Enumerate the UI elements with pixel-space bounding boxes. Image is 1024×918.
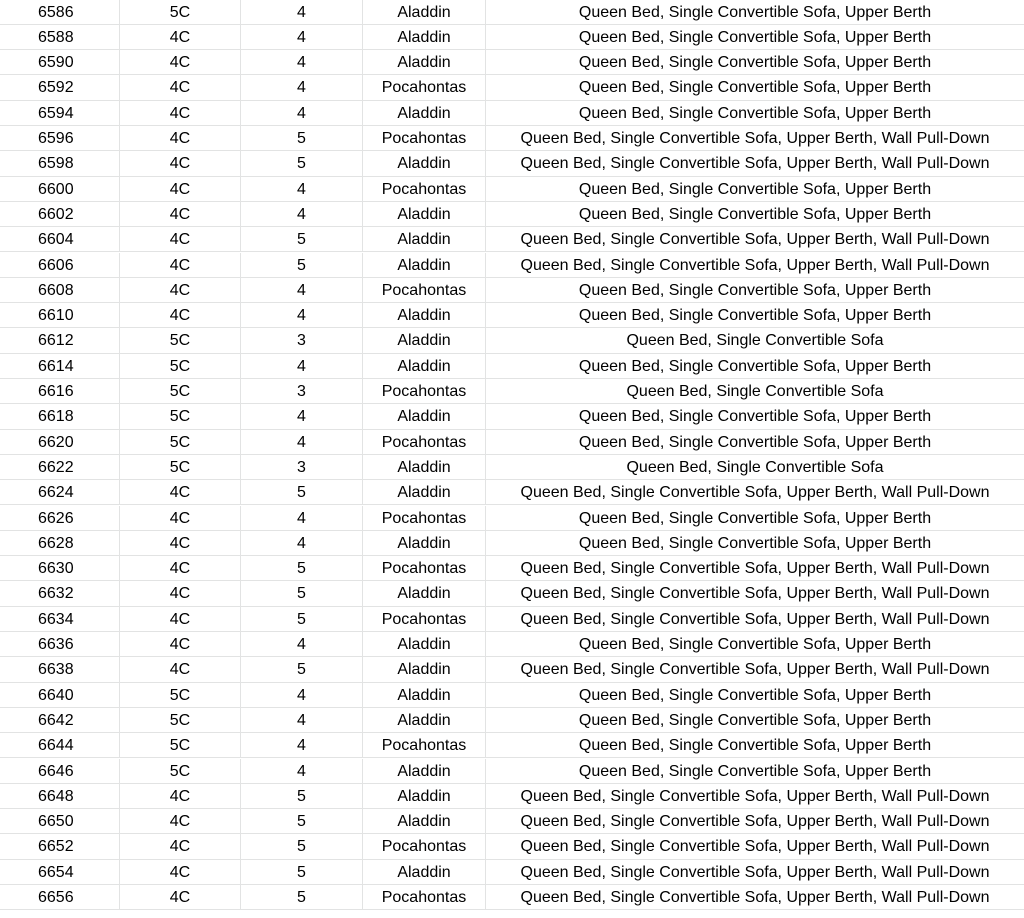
- cell-theme[interactable]: Aladdin: [363, 303, 486, 328]
- cell-room-number[interactable]: 6626: [0, 506, 120, 531]
- cell-room-number[interactable]: 6646: [0, 759, 120, 784]
- cell-theme[interactable]: Aladdin: [363, 480, 486, 505]
- cell-room-number[interactable]: 6650: [0, 809, 120, 834]
- cell-room-number[interactable]: 6586: [0, 0, 120, 25]
- cell-occupancy[interactable]: 5: [241, 227, 363, 252]
- cell-theme[interactable]: Aladdin: [363, 354, 486, 379]
- table-row: [0, 0, 1024, 25]
- cell-occupancy[interactable]: 5: [241, 885, 363, 910]
- cell-category[interactable]: 4C: [120, 860, 241, 885]
- cell-occupancy[interactable]: 4: [241, 354, 363, 379]
- cell-room-number[interactable]: 6612: [0, 328, 120, 353]
- cell-category[interactable]: 5C: [120, 328, 241, 353]
- cell-category[interactable]: 4C: [120, 50, 241, 75]
- cell-occupancy[interactable]: 4: [241, 733, 363, 758]
- cell-occupancy[interactable]: 4: [241, 177, 363, 202]
- table-row: [0, 657, 1024, 682]
- cell-category[interactable]: 4C: [120, 834, 241, 859]
- cell-beds[interactable]: Queen Bed, Single Convertible Sofa, Upper Berth: [486, 202, 1024, 227]
- table-row: [0, 885, 1024, 910]
- cell-occupancy[interactable]: 5: [241, 809, 363, 834]
- table-row: [0, 253, 1024, 278]
- cell-occupancy[interactable]: 4: [241, 101, 363, 126]
- table-row: [0, 455, 1024, 480]
- table-row: [0, 784, 1024, 809]
- cell-room-number[interactable]: 6614: [0, 354, 120, 379]
- table-row: [0, 506, 1024, 531]
- cell-theme[interactable]: Pocahontas: [363, 834, 486, 859]
- cell-beds[interactable]: Queen Bed, Single Convertible Sofa, Upper Berth: [486, 733, 1024, 758]
- cell-beds[interactable]: Queen Bed, Single Convertible Sofa, Upper Berth: [486, 278, 1024, 303]
- cell-theme[interactable]: Aladdin: [363, 784, 486, 809]
- cell-room-number[interactable]: 6652: [0, 834, 120, 859]
- cell-theme[interactable]: Pocahontas: [363, 733, 486, 758]
- cell-theme[interactable]: Aladdin: [363, 632, 486, 657]
- cell-theme[interactable]: Aladdin: [363, 151, 486, 176]
- cell-room-number[interactable]: 6608: [0, 278, 120, 303]
- cell-beds[interactable]: Queen Bed, Single Convertible Sofa, Upper Berth: [486, 708, 1024, 733]
- table-row: [0, 50, 1024, 75]
- cell-category[interactable]: 4C: [120, 227, 241, 252]
- table-row: [0, 834, 1024, 859]
- cell-beds[interactable]: Queen Bed, Single Convertible Sofa, Upper Berth, Wall Pull-Down: [486, 885, 1024, 910]
- cell-category[interactable]: 5C: [120, 759, 241, 784]
- cell-category[interactable]: 4C: [120, 101, 241, 126]
- table-row: [0, 531, 1024, 556]
- table-row: [0, 278, 1024, 303]
- cell-occupancy[interactable]: 5: [241, 480, 363, 505]
- cell-room-number[interactable]: 6622: [0, 455, 120, 480]
- cell-theme[interactable]: Pocahontas: [363, 430, 486, 455]
- cell-occupancy[interactable]: 5: [241, 860, 363, 885]
- cell-beds[interactable]: Queen Bed, Single Convertible Sofa: [486, 328, 1024, 353]
- cell-theme[interactable]: Aladdin: [363, 50, 486, 75]
- cell-category[interactable]: 4C: [120, 25, 241, 50]
- cell-occupancy[interactable]: 4: [241, 430, 363, 455]
- cell-category[interactable]: 4C: [120, 885, 241, 910]
- cell-beds[interactable]: Queen Bed, Single Convertible Sofa, Upper Berth: [486, 683, 1024, 708]
- cell-theme[interactable]: Pocahontas: [363, 506, 486, 531]
- cell-beds[interactable]: Queen Bed, Single Convertible Sofa, Upper Berth, Wall Pull-Down: [486, 253, 1024, 278]
- table-row: [0, 404, 1024, 429]
- cell-beds[interactable]: Queen Bed, Single Convertible Sofa, Upper Berth, Wall Pull-Down: [486, 227, 1024, 252]
- cell-room-number[interactable]: 6634: [0, 607, 120, 632]
- cell-theme[interactable]: Aladdin: [363, 455, 486, 480]
- cell-category[interactable]: 5C: [120, 430, 241, 455]
- cell-room-number[interactable]: 6618: [0, 404, 120, 429]
- cell-theme[interactable]: Aladdin: [363, 581, 486, 606]
- cell-category[interactable]: 4C: [120, 506, 241, 531]
- cell-room-number[interactable]: 6620: [0, 430, 120, 455]
- cell-theme[interactable]: Aladdin: [363, 809, 486, 834]
- cell-beds[interactable]: Queen Bed, Single Convertible Sofa, Upper Berth: [486, 25, 1024, 50]
- cell-room-number[interactable]: 6600: [0, 177, 120, 202]
- cell-beds[interactable]: Queen Bed, Single Convertible Sofa, Upper Berth: [486, 101, 1024, 126]
- table-row: [0, 75, 1024, 100]
- cell-beds[interactable]: Queen Bed, Single Convertible Sofa, Upper Berth: [486, 531, 1024, 556]
- cell-category[interactable]: 4C: [120, 556, 241, 581]
- cell-beds[interactable]: Queen Bed, Single Convertible Sofa, Upper Berth: [486, 632, 1024, 657]
- cell-occupancy[interactable]: 4: [241, 50, 363, 75]
- cell-category[interactable]: 5C: [120, 455, 241, 480]
- cell-category[interactable]: 4C: [120, 303, 241, 328]
- cell-room-number[interactable]: 6654: [0, 860, 120, 885]
- table-row: [0, 379, 1024, 404]
- table-row: [0, 25, 1024, 50]
- cell-theme[interactable]: Pocahontas: [363, 126, 486, 151]
- cell-occupancy[interactable]: 4: [241, 404, 363, 429]
- cell-beds[interactable]: Queen Bed, Single Convertible Sofa, Upper Berth: [486, 177, 1024, 202]
- cell-category[interactable]: 4C: [120, 531, 241, 556]
- table-row: [0, 303, 1024, 328]
- cell-theme[interactable]: Aladdin: [363, 531, 486, 556]
- cell-beds[interactable]: Queen Bed, Single Convertible Sofa, Upper Berth, Wall Pull-Down: [486, 581, 1024, 606]
- cell-room-number[interactable]: 6594: [0, 101, 120, 126]
- cell-beds[interactable]: Queen Bed, Single Convertible Sofa, Upper Berth: [486, 0, 1024, 25]
- cell-category[interactable]: 5C: [120, 0, 241, 25]
- cell-theme[interactable]: Aladdin: [363, 25, 486, 50]
- cell-theme[interactable]: Pocahontas: [363, 177, 486, 202]
- cell-theme[interactable]: Pocahontas: [363, 556, 486, 581]
- cell-beds[interactable]: Queen Bed, Single Convertible Sofa, Upper Berth: [486, 303, 1024, 328]
- table-row: [0, 202, 1024, 227]
- cell-category[interactable]: 5C: [120, 733, 241, 758]
- table-row: [0, 809, 1024, 834]
- cell-room-number[interactable]: 6610: [0, 303, 120, 328]
- table-row: [0, 328, 1024, 353]
- cell-occupancy[interactable]: 4: [241, 759, 363, 784]
- cell-room-number[interactable]: 6604: [0, 227, 120, 252]
- cell-beds[interactable]: Queen Bed, Single Convertible Sofa, Upper Berth, Wall Pull-Down: [486, 126, 1024, 151]
- cell-beds[interactable]: Queen Bed, Single Convertible Sofa, Upper Berth: [486, 75, 1024, 100]
- table-row: [0, 354, 1024, 379]
- cell-occupancy[interactable]: 4: [241, 708, 363, 733]
- cell-theme[interactable]: Aladdin: [363, 404, 486, 429]
- table-row: [0, 430, 1024, 455]
- cell-beds[interactable]: Queen Bed, Single Convertible Sofa, Upper Berth, Wall Pull-Down: [486, 784, 1024, 809]
- cell-theme[interactable]: Aladdin: [363, 860, 486, 885]
- cell-occupancy[interactable]: 4: [241, 632, 363, 657]
- cell-theme[interactable]: Aladdin: [363, 0, 486, 25]
- cell-category[interactable]: 4C: [120, 278, 241, 303]
- table-row: [0, 759, 1024, 784]
- table-row: [0, 708, 1024, 733]
- cell-theme[interactable]: Pocahontas: [363, 75, 486, 100]
- cell-occupancy[interactable]: 5: [241, 556, 363, 581]
- cell-occupancy[interactable]: 4: [241, 531, 363, 556]
- cell-category[interactable]: 5C: [120, 379, 241, 404]
- cell-beds[interactable]: Queen Bed, Single Convertible Sofa, Upper Berth, Wall Pull-Down: [486, 657, 1024, 682]
- cell-category[interactable]: 4C: [120, 480, 241, 505]
- cell-beds[interactable]: Queen Bed, Single Convertible Sofa, Upper Berth: [486, 354, 1024, 379]
- cell-beds[interactable]: Queen Bed, Single Convertible Sofa, Upper Berth: [486, 506, 1024, 531]
- cell-beds[interactable]: Queen Bed, Single Convertible Sofa, Upper Berth: [486, 430, 1024, 455]
- cell-theme[interactable]: Aladdin: [363, 683, 486, 708]
- cell-theme[interactable]: Aladdin: [363, 328, 486, 353]
- cell-theme[interactable]: Aladdin: [363, 202, 486, 227]
- cell-theme[interactable]: Pocahontas: [363, 379, 486, 404]
- cell-theme[interactable]: Aladdin: [363, 101, 486, 126]
- cell-occupancy[interactable]: 5: [241, 607, 363, 632]
- cell-beds[interactable]: Queen Bed, Single Convertible Sofa, Upper Berth, Wall Pull-Down: [486, 556, 1024, 581]
- cell-category[interactable]: 4C: [120, 607, 241, 632]
- cell-room-number[interactable]: 6640: [0, 683, 120, 708]
- cell-occupancy[interactable]: 5: [241, 151, 363, 176]
- cell-room-number[interactable]: 6656: [0, 885, 120, 910]
- table-row: [0, 683, 1024, 708]
- cell-occupancy[interactable]: 3: [241, 328, 363, 353]
- cell-occupancy[interactable]: 4: [241, 75, 363, 100]
- cell-category[interactable]: 4C: [120, 253, 241, 278]
- cell-category[interactable]: 4C: [120, 151, 241, 176]
- cell-category[interactable]: 4C: [120, 75, 241, 100]
- cell-category[interactable]: 5C: [120, 683, 241, 708]
- cell-occupancy[interactable]: 5: [241, 253, 363, 278]
- cell-room-number[interactable]: 6592: [0, 75, 120, 100]
- cell-category[interactable]: 4C: [120, 126, 241, 151]
- table-row: [0, 733, 1024, 758]
- table-row: [0, 126, 1024, 151]
- table-row: [0, 480, 1024, 505]
- cell-beds[interactable]: Queen Bed, Single Convertible Sofa, Upper Berth, Wall Pull-Down: [486, 151, 1024, 176]
- cell-room-number[interactable]: 6632: [0, 581, 120, 606]
- cell-room-number[interactable]: 6616: [0, 379, 120, 404]
- cell-beds[interactable]: Queen Bed, Single Convertible Sofa, Upper Berth, Wall Pull-Down: [486, 860, 1024, 885]
- table-row: [0, 860, 1024, 885]
- cell-theme[interactable]: Aladdin: [363, 253, 486, 278]
- cell-room-number[interactable]: 6642: [0, 708, 120, 733]
- cell-occupancy[interactable]: 5: [241, 784, 363, 809]
- table-row: [0, 632, 1024, 657]
- table-row: [0, 556, 1024, 581]
- cell-room-number[interactable]: 6596: [0, 126, 120, 151]
- cell-occupancy[interactable]: 4: [241, 0, 363, 25]
- cell-occupancy[interactable]: 4: [241, 683, 363, 708]
- cell-occupancy[interactable]: 3: [241, 455, 363, 480]
- cell-beds[interactable]: Queen Bed, Single Convertible Sofa, Upper Berth: [486, 759, 1024, 784]
- table-row: [0, 581, 1024, 606]
- cell-beds[interactable]: Queen Bed, Single Convertible Sofa, Upper Berth, Wall Pull-Down: [486, 607, 1024, 632]
- cell-occupancy[interactable]: 5: [241, 126, 363, 151]
- cell-theme[interactable]: Pocahontas: [363, 885, 486, 910]
- cell-room-number[interactable]: 6638: [0, 657, 120, 682]
- table-row: [0, 177, 1024, 202]
- cell-category[interactable]: 4C: [120, 581, 241, 606]
- cell-occupancy[interactable]: 5: [241, 657, 363, 682]
- cell-room-number[interactable]: 6588: [0, 25, 120, 50]
- cell-theme[interactable]: Aladdin: [363, 227, 486, 252]
- cell-beds[interactable]: Queen Bed, Single Convertible Sofa, Upper Berth: [486, 404, 1024, 429]
- cell-occupancy[interactable]: 4: [241, 506, 363, 531]
- cell-room-number[interactable]: 6602: [0, 202, 120, 227]
- cell-beds[interactable]: Queen Bed, Single Convertible Sofa, Upper Berth: [486, 50, 1024, 75]
- cell-room-number[interactable]: 6648: [0, 784, 120, 809]
- cell-room-number[interactable]: 6590: [0, 50, 120, 75]
- cell-beds[interactable]: Queen Bed, Single Convertible Sofa, Upper Berth, Wall Pull-Down: [486, 480, 1024, 505]
- cell-room-number[interactable]: 6624: [0, 480, 120, 505]
- cell-occupancy[interactable]: 5: [241, 581, 363, 606]
- cell-room-number[interactable]: 6644: [0, 733, 120, 758]
- cell-beds[interactable]: Queen Bed, Single Convertible Sofa: [486, 455, 1024, 480]
- cell-occupancy[interactable]: 3: [241, 379, 363, 404]
- cell-category[interactable]: 4C: [120, 177, 241, 202]
- cell-category[interactable]: 5C: [120, 354, 241, 379]
- cell-theme[interactable]: Aladdin: [363, 759, 486, 784]
- cell-category[interactable]: 4C: [120, 657, 241, 682]
- table-row: [0, 227, 1024, 252]
- cell-theme[interactable]: Pocahontas: [363, 278, 486, 303]
- cell-occupancy[interactable]: 4: [241, 278, 363, 303]
- cell-beds[interactable]: Queen Bed, Single Convertible Sofa, Upper Berth, Wall Pull-Down: [486, 809, 1024, 834]
- cell-theme[interactable]: Aladdin: [363, 657, 486, 682]
- cell-category[interactable]: 4C: [120, 202, 241, 227]
- cell-occupancy[interactable]: 4: [241, 303, 363, 328]
- cell-category[interactable]: 4C: [120, 784, 241, 809]
- cell-room-number[interactable]: 6628: [0, 531, 120, 556]
- cell-theme[interactable]: Pocahontas: [363, 607, 486, 632]
- cell-room-number[interactable]: 6606: [0, 253, 120, 278]
- cell-occupancy[interactable]: 4: [241, 202, 363, 227]
- cell-occupancy[interactable]: 5: [241, 834, 363, 859]
- cell-category[interactable]: 5C: [120, 404, 241, 429]
- cell-room-number[interactable]: 6598: [0, 151, 120, 176]
- cell-room-number[interactable]: 6636: [0, 632, 120, 657]
- cell-category[interactable]: 4C: [120, 632, 241, 657]
- table-row: [0, 607, 1024, 632]
- cell-occupancy[interactable]: 4: [241, 25, 363, 50]
- table-row: [0, 151, 1024, 176]
- table-row: [0, 101, 1024, 126]
- cell-category[interactable]: 5C: [120, 708, 241, 733]
- cell-category[interactable]: 4C: [120, 809, 241, 834]
- cell-beds[interactable]: Queen Bed, Single Convertible Sofa, Upper Berth, Wall Pull-Down: [486, 834, 1024, 859]
- cell-beds[interactable]: Queen Bed, Single Convertible Sofa: [486, 379, 1024, 404]
- cell-room-number[interactable]: 6630: [0, 556, 120, 581]
- cell-theme[interactable]: Aladdin: [363, 708, 486, 733]
